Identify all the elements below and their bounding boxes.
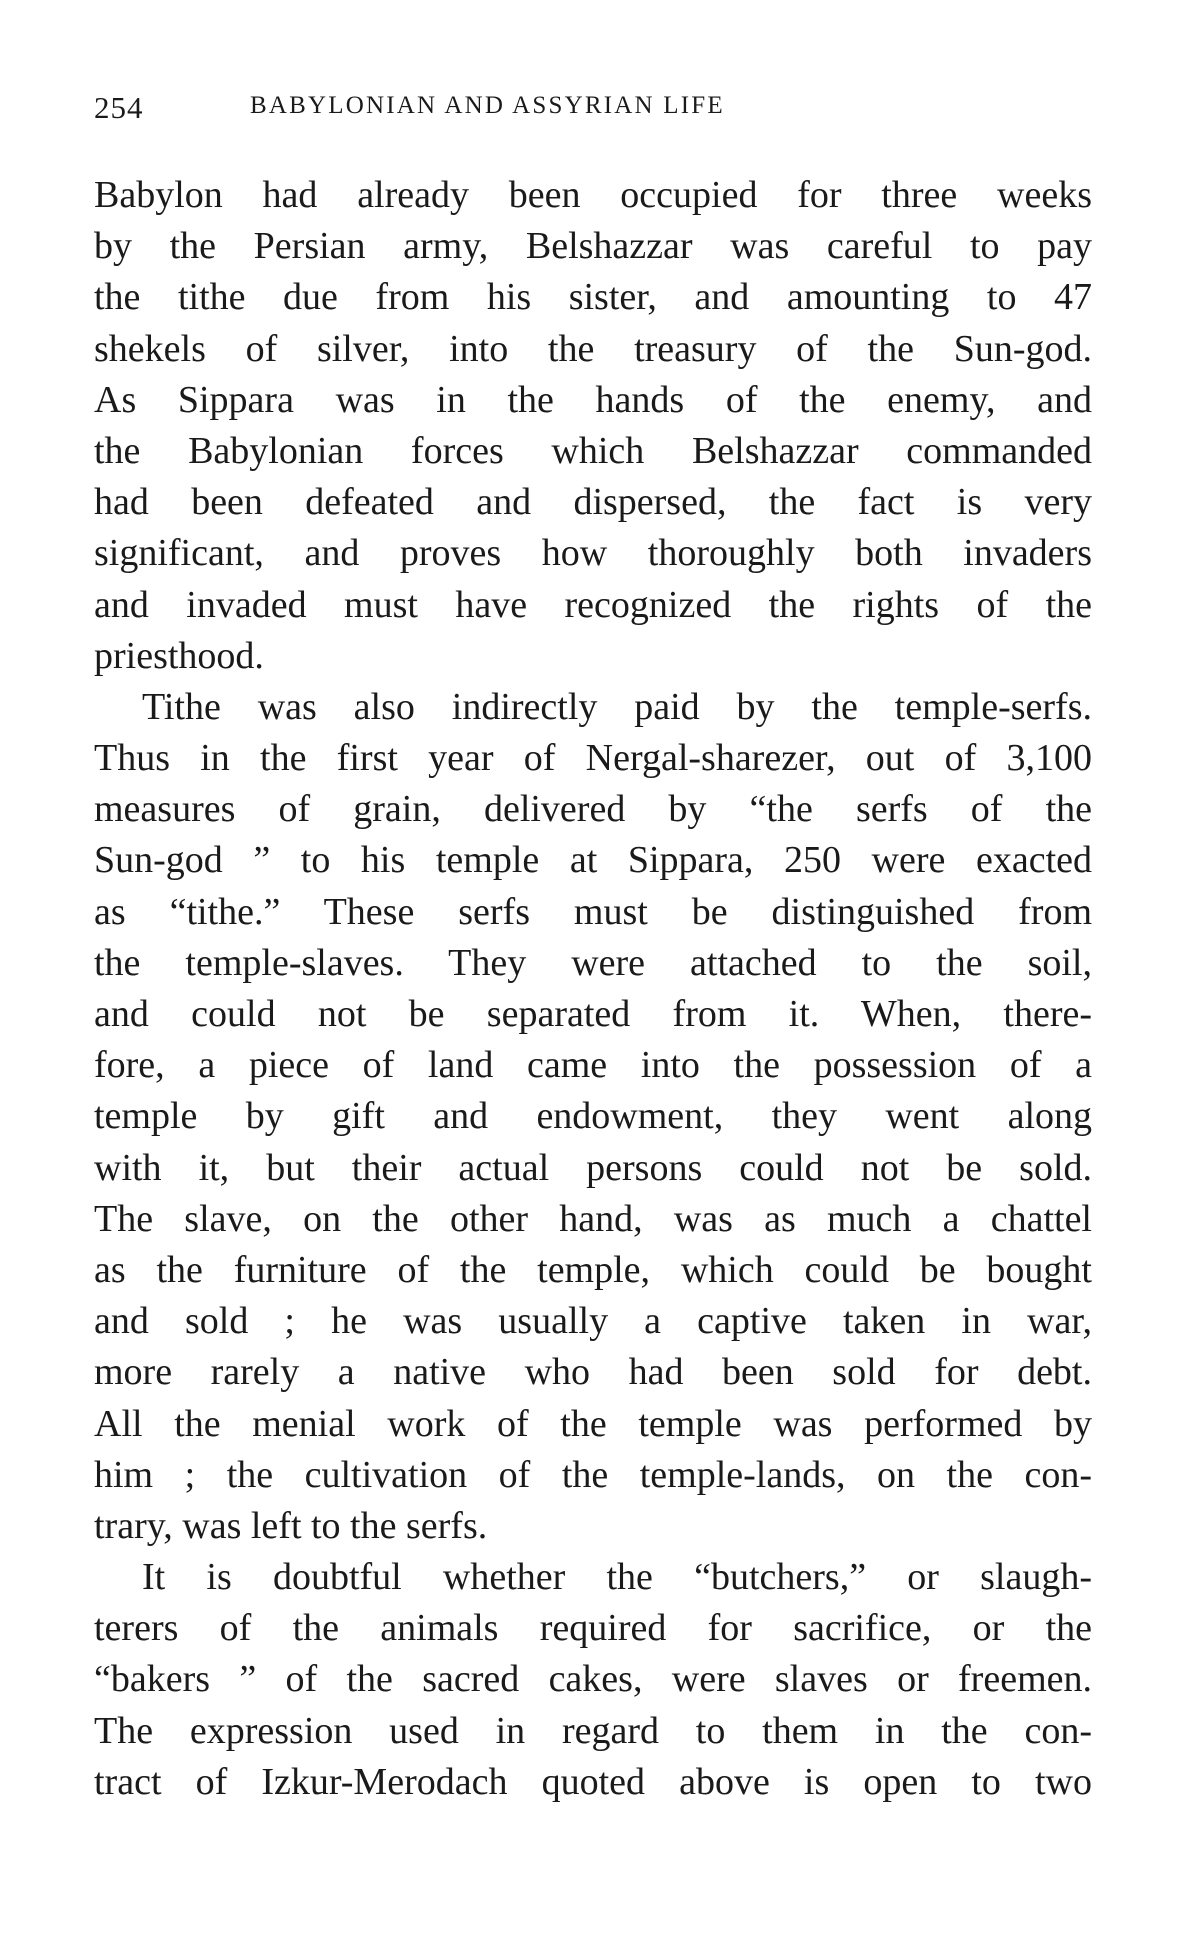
paragraph-start-line: It is doubtful whether the “butchers,” or slaugh- [142, 1556, 1092, 1599]
running-head [94, 90, 1094, 130]
text-line: with it, but their actual persons could not be sold. [94, 1146, 1092, 1189]
paragraph-end-line: priesthood. [94, 634, 264, 677]
text-line: the Babylonian forces which Belshazzar commanded [94, 429, 1092, 472]
text-line: him ; the cultivation of the temple-lands, on the con- [94, 1453, 1092, 1496]
text-line: The slave, on the other hand, was as much a chattel [94, 1197, 1092, 1240]
text-line: terers of the animals required for sacrifice, or the [94, 1607, 1092, 1650]
text-line: and sold ; he was usually a captive taken in war, [94, 1300, 1092, 1343]
text-line: Babylon had already been occupied for three weeks [94, 174, 1092, 216]
text-line: The expression used in regard to them in the con- [94, 1709, 1092, 1752]
text-line: As Sippara was in the hands of the enemy, and [94, 378, 1092, 421]
text-line: more rarely a native who had been sold for debt. [94, 1351, 1092, 1394]
page-number: 254 [94, 90, 144, 125]
text-line: as the furniture of the temple, which could be bought [94, 1248, 1092, 1291]
text-line: tract of Izkur-Merodach quoted above is open to two [94, 1760, 1092, 1803]
paragraph-end-line: trary, was left to the serfs. [94, 1504, 488, 1547]
text-line: fore, a piece of land came into the possession of a [94, 1044, 1092, 1087]
text-line: the tithe due from his sister, and amounting to 47 [94, 276, 1092, 319]
text-line: All the menial work of the temple was performed by [94, 1402, 1092, 1445]
running-title: BABYLONIAN AND ASSYRIAN LIFE [250, 92, 725, 119]
body-text [94, 170, 1092, 1808]
text-line: had been defeated and dispersed, the fact is very [94, 481, 1092, 524]
text-line: shekels of silver, into the treasury of the Sun-god. [94, 327, 1092, 370]
text-line: the temple-slaves. They were attached to the soil, [94, 941, 1092, 984]
paragraph-start-line: Tithe was also indirectly paid by the temple-serfs. [142, 685, 1092, 728]
text-line: and invaded must have recognized the rights of the [94, 583, 1092, 626]
text-line: Sun-god ” to his temple at Sippara, 250 were exacted [94, 839, 1092, 882]
text-line: temple by gift and endowment, they went along [94, 1095, 1092, 1138]
text-line: as “tithe.” These serfs must be distinguished from [94, 890, 1092, 933]
text-line: Thus in the first year of Nergal-sharezer, out of 3,100 [94, 737, 1092, 780]
text-line: by the Persian army, Belshazzar was careful to pay [94, 225, 1092, 268]
text-line: significant, and proves how thoroughly both invaders [94, 532, 1092, 575]
text-line: and could not be separated from it. When, there- [94, 993, 1092, 1035]
text-line: “bakers ” of the sacred cakes, were slaves or freemen. [94, 1658, 1092, 1701]
text-line: measures of grain, delivered by “the serfs of the [94, 788, 1092, 831]
